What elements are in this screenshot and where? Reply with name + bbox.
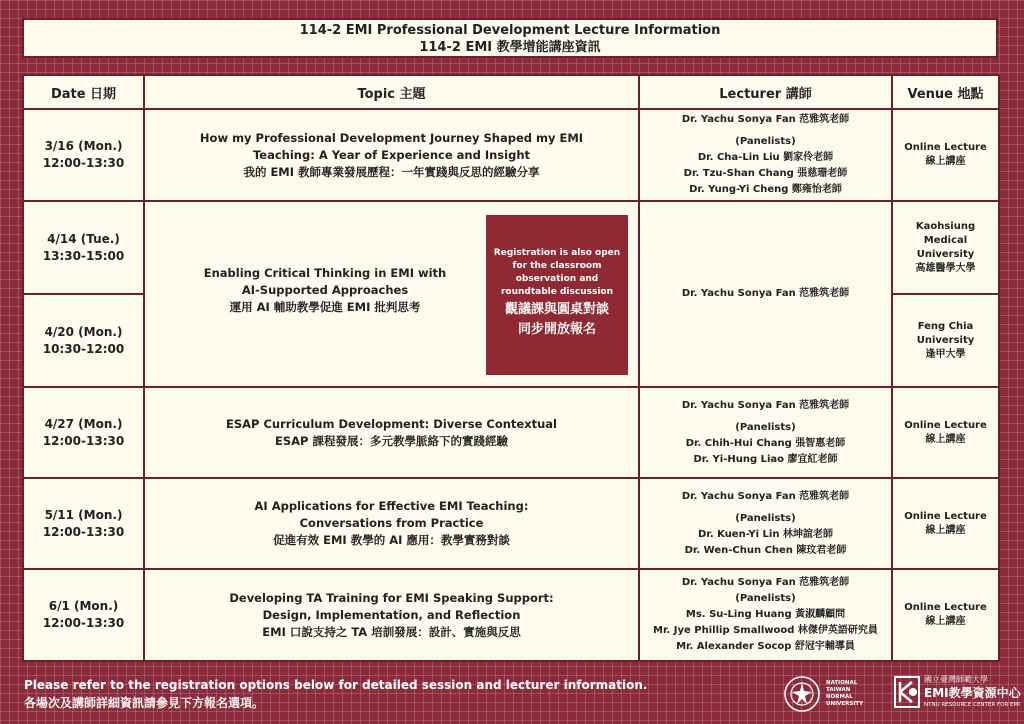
table-row: [24, 570, 998, 660]
lecturer-cell: Dr. Yachu Sonya Fan 范雅筑老師 (Panelists) Dr. Kuen-Yi Lin 林坤誼老師 Dr. Wen-Chun Chen 陳玟君老師: [640, 479, 893, 570]
emi-center-logo: [894, 674, 1024, 714]
lecturer-cell: Dr. Yachu Sonya Fan 范雅筑老師 (Panelists) Ms. Su-Ling Huang 黃淑麟顧問 Mr. Jye Phillip Smallwood 林傑伊英語研究員 Mr. Alexander Socop 舒冠宇輔導員: [640, 570, 893, 660]
date-cell: 5/11 (Mon.) 12:00-13:30: [24, 479, 145, 570]
lecturer-cell: Dr. Yachu Sonya Fan 范雅筑老師 (Panelists) Dr. Chih-Hui Chang 張智惠老師 Dr. Yi-Hung Liao 廖宜紅老師: [640, 388, 893, 479]
date-cell: 4/20 (Mon.) 10:30-12:00: [24, 295, 145, 388]
footer-zh: 各場次及講師詳細資訊請參見下方報名選項。: [24, 696, 265, 710]
footer-en: Please refer to the registration options below for detailed session and lecturer information.: [24, 678, 648, 692]
emi-university-name: 國立臺灣師範大學: [924, 675, 988, 684]
venue-cell: Feng Chia University 逢甲大學: [893, 295, 998, 388]
schedule-table: [22, 74, 1000, 662]
header-topic: Topic 主題: [145, 76, 640, 110]
footer-note: [24, 676, 647, 712]
table-row: [24, 202, 998, 295]
emi-mark-icon: [894, 674, 922, 710]
registration-notice: Registration is also open for the classroom observation and roundtable discussion 觀議課與圓桌對談 同步開放報名: [486, 215, 628, 375]
topic-cell: How my Professional Development Journey Shaped my EMI Teaching: A Year of Experience and Insight 我的 EMI 教師專業發展歷程：一年實踐與反思的經驗分享: [145, 110, 640, 202]
emi-center-name: EMI教學資源中心: [924, 686, 1021, 700]
lecturer-cell-merged: Dr. Yachu Sonya Fan 范雅筑老師: [640, 202, 893, 388]
header-venue: Venue 地點: [893, 76, 998, 110]
date-cell: 6/1 (Mon.) 12:00-13:30: [24, 570, 145, 660]
title-zh: 114-2 EMI 教學增能講座資訊: [419, 40, 601, 55]
table-row: [24, 479, 998, 570]
header-row: [24, 76, 998, 110]
lecturer-cell: Dr. Yachu Sonya Fan 范雅筑老師 (Panelists) Dr. Cha-Lin Liu 劉家伶老師 Dr. Tzu-Shan Chang 張慈珊老師 Dr. Yung-Yi Cheng 鄭雍怡老師: [640, 110, 893, 202]
date-cell: 4/27 (Mon.) 12:00-13:30: [24, 388, 145, 479]
venue-cell: Online Lecture 線上講座: [904, 602, 987, 628]
venue-cell: Kaohsiung Medical University 高雄醫學大學: [893, 202, 998, 295]
page-title: [22, 18, 998, 58]
ntnu-logo: [782, 674, 882, 714]
ntnu-seal-icon: [782, 674, 822, 714]
header-date: Date 日期: [24, 76, 145, 110]
venue-cell: Online Lecture 線上講座: [893, 388, 998, 479]
topic-cell: ESAP Curriculum Development: Diverse Contextual ESAP 課程發展：多元教學脈絡下的實踐經驗: [145, 388, 640, 479]
date-cell: 3/16 (Mon.) 12:00-13:30: [24, 110, 145, 202]
header-lecturer: Lecturer 講師: [640, 76, 893, 110]
topic-cell-merged: [145, 202, 640, 388]
venue-cell: Online Lecture 線上講座: [893, 479, 998, 570]
venue-cell: Online Lecture 線上講座: [893, 110, 998, 202]
ntnu-name: NATIONAL TAIWAN NORMAL UNIVERSITY: [826, 680, 864, 707]
table-row: [24, 110, 998, 202]
topic-cell: Developing TA Training for EMI Speaking Support: Design, Implementation, and Reflection EMI 口說支持之 TA 培訓發展：設計、實施與反思: [145, 570, 640, 660]
merged-topic: Enabling Critical Thinking in EMI with AI-Supported Approaches 運用 AI 輔助教學促進 EMI 批判思考: [203, 266, 447, 315]
date-cell: 4/14 (Tue.) 13:30-15:00: [24, 202, 145, 295]
topic-cell: AI Applications for Effective EMI Teaching: Conversations from Practice 促進有效 EMI 教學的 AI 應用：教學實務對談: [145, 479, 640, 570]
emi-center-en: NTNU RESOURCE CENTER FOR EMI: [924, 702, 1020, 708]
title-en: 114-2 EMI Professional Development Lecture Information: [299, 23, 721, 38]
table-row: [24, 388, 998, 479]
